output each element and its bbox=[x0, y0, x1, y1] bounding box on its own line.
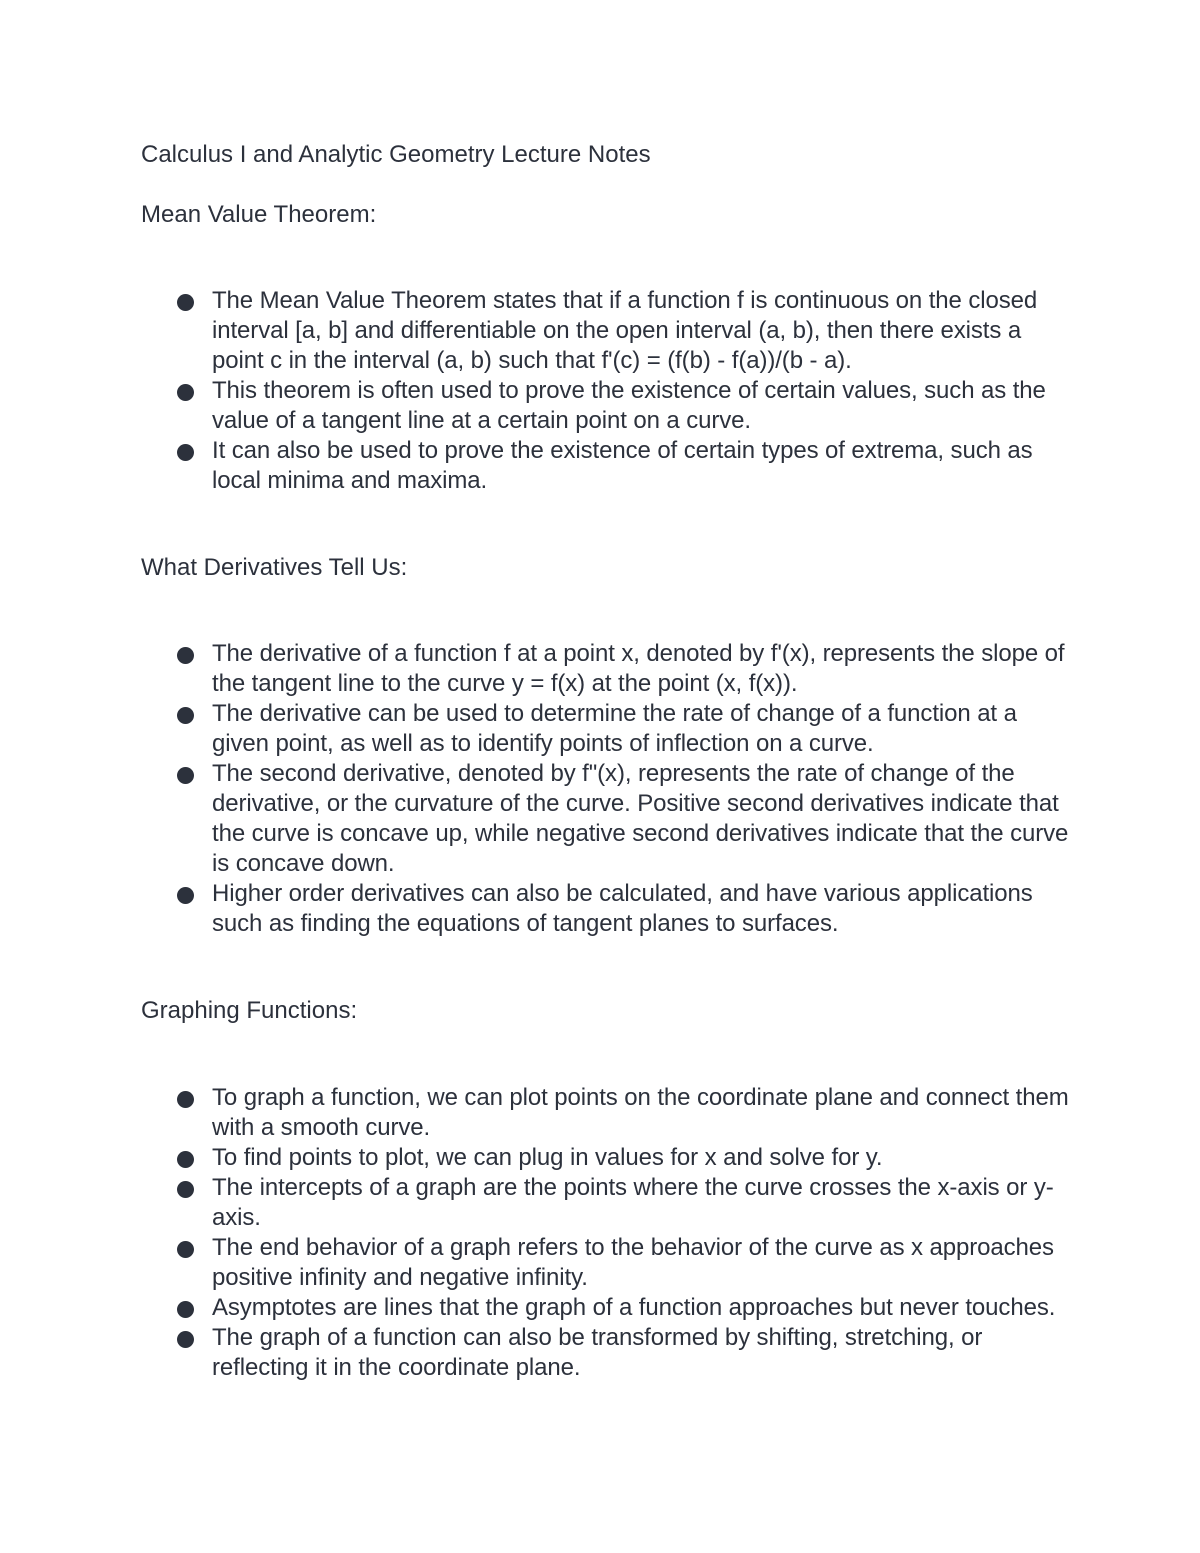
document-title: Calculus I and Analytic Geometry Lecture Notes bbox=[141, 141, 651, 168]
list-item-text: The graph of a function can also be transformed by shifting, stretching, or reflecting it in the coordinate plane. bbox=[212, 1324, 983, 1381]
list-item bbox=[0, 286, 1070, 376]
list-item bbox=[0, 436, 1070, 496]
bullet-dot-icon bbox=[177, 1151, 194, 1168]
bullet-dot-icon bbox=[177, 444, 194, 461]
list-item bbox=[0, 1173, 1070, 1233]
list-item-text: The Mean Value Theorem states that if a function f is continuous on the closed interval [a, b] and differentiable on the open interval (a, b), then there exists a point c in the interval (a, b) such that f'(c) = (f(b) - f(a))/(b - a). bbox=[212, 287, 1038, 374]
list-item bbox=[0, 759, 1070, 879]
list-item bbox=[0, 1323, 1070, 1383]
bullet-dot-icon bbox=[177, 1181, 194, 1198]
list-item-text: Asymptotes are lines that the graph of a function approaches but never touches. bbox=[212, 1294, 1056, 1321]
bullet-list-what-derivatives-tell-us bbox=[0, 639, 1200, 939]
list-item bbox=[0, 1233, 1070, 1293]
list-item bbox=[0, 1293, 1070, 1323]
bullet-dot-icon bbox=[177, 294, 194, 311]
section-heading-mean-value-theorem: Mean Value Theorem: bbox=[141, 201, 377, 228]
bullet-list-mean-value-theorem bbox=[0, 286, 1200, 496]
list-item-text: The derivative of a function f at a point x, denoted by f'(x), represents the slope of the tangent line to the curve y = f(x) at the point (x, f(x)). bbox=[212, 640, 1065, 697]
list-item bbox=[0, 1143, 1070, 1173]
section-heading-what-derivatives-tell-us: What Derivatives Tell Us: bbox=[141, 554, 408, 581]
list-item-text: The end behavior of a graph refers to the behavior of the curve as x approaches positive infinity and negative infinity. bbox=[212, 1234, 1054, 1291]
bullet-list-graphing-functions bbox=[0, 1083, 1200, 1383]
bullet-dot-icon bbox=[177, 767, 194, 784]
bullet-dot-icon bbox=[177, 384, 194, 401]
list-item-text: The second derivative, denoted by f"(x), represents the rate of change of the derivative, or the curvature of the curve. Positive second derivatives indicate that the curve is concave up, while negative second derivatives indicate that the curve is concave down. bbox=[212, 760, 1069, 877]
list-item bbox=[0, 699, 1070, 759]
list-item bbox=[0, 376, 1070, 436]
bullet-dot-icon bbox=[177, 707, 194, 724]
list-item-text: The intercepts of a graph are the points where the curve crosses the x-axis or y-axis. bbox=[212, 1174, 1054, 1231]
bullet-dot-icon bbox=[177, 1241, 194, 1258]
bullet-dot-icon bbox=[177, 1301, 194, 1318]
list-item-text: It can also be used to prove the existence of certain types of extrema, such as local minima and maxima. bbox=[212, 437, 1033, 494]
list-item-text: Higher order derivatives can also be calculated, and have various applications such as finding the equations of tangent planes to surfaces. bbox=[212, 880, 1033, 937]
list-item-text: To graph a function, we can plot points on the coordinate plane and connect them with a smooth curve. bbox=[212, 1084, 1069, 1141]
list-item-text: To find points to plot, we can plug in values for x and solve for y. bbox=[212, 1144, 883, 1171]
list-item bbox=[0, 639, 1070, 699]
list-item-text: The derivative can be used to determine the rate of change of a function at a given point, as well as to identify points of inflection on a curve. bbox=[212, 700, 1017, 757]
list-item bbox=[0, 1083, 1070, 1143]
list-item-text: This theorem is often used to prove the existence of certain values, such as the value of a tangent line at a certain point on a curve. bbox=[212, 377, 1046, 434]
bullet-dot-icon bbox=[177, 1331, 194, 1348]
bullet-dot-icon bbox=[177, 1091, 194, 1108]
list-item bbox=[0, 879, 1070, 939]
bullet-dot-icon bbox=[177, 647, 194, 664]
section-heading-graphing-functions: Graphing Functions: bbox=[141, 997, 358, 1024]
bullet-dot-icon bbox=[177, 887, 194, 904]
